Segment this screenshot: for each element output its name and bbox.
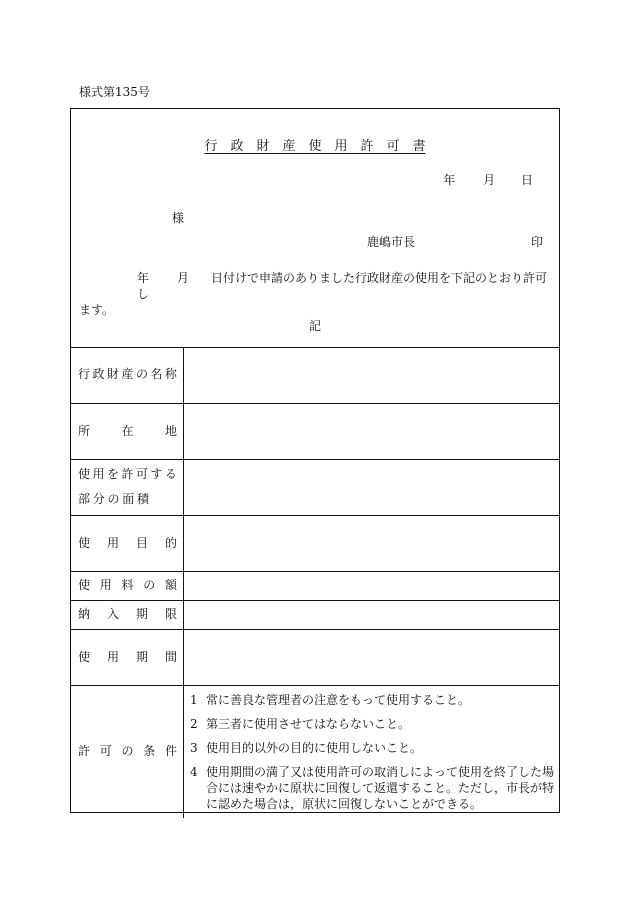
- label-char: 用: [106, 649, 119, 664]
- label-char: 件: [164, 744, 177, 758]
- row-label: [71, 600, 184, 629]
- row-label: [71, 571, 184, 600]
- condition-item: 3 使用目的以外の目的に使用しないこと。: [190, 740, 423, 755]
- label-char: 目: [135, 535, 148, 550]
- label-char: の: [135, 367, 148, 382]
- table-row: [71, 571, 559, 600]
- permit-form-frame: [70, 108, 560, 813]
- row-label: [71, 403, 184, 459]
- label-char: 納: [78, 607, 91, 621]
- conditions-label: [71, 685, 184, 818]
- condition-item: 2 第三者に使用させてはならないこと。: [190, 716, 411, 731]
- label-char: 財: [106, 367, 119, 382]
- issuer-name: 鹿嶋市長: [367, 235, 416, 249]
- conditions-list: [184, 685, 560, 818]
- label-char: 面: [122, 492, 135, 506]
- form-header: [71, 109, 559, 348]
- label-char: る: [164, 467, 177, 481]
- table-row: [71, 515, 559, 571]
- label-char: 積: [136, 492, 149, 506]
- permit-details-table: [71, 347, 559, 818]
- table-row: [71, 403, 559, 459]
- row-value: [184, 459, 560, 515]
- row-value: [184, 347, 560, 403]
- permit-statement: 年 月 日付けで申請のありました行政財産の使用を下記のとおり許可し ます。: [79, 271, 548, 317]
- label-char: 許: [121, 467, 134, 481]
- condition-item: 1 常に善良な管理者の注意をもって使用すること。: [190, 692, 471, 707]
- label-char: 間: [164, 649, 177, 664]
- row-value: [184, 403, 560, 459]
- label-char: 使: [78, 535, 91, 550]
- row-label: [71, 629, 184, 685]
- label-char: 許: [78, 744, 91, 758]
- label-char: 地: [164, 423, 177, 438]
- label-char: 用: [106, 535, 119, 550]
- label-char: 名: [150, 367, 163, 382]
- table-row: [71, 629, 559, 685]
- label-char: 入: [106, 607, 119, 621]
- label-char: 額: [164, 578, 177, 592]
- row-label: [71, 459, 184, 515]
- row-value: [184, 571, 560, 600]
- label-char: 料: [121, 578, 134, 592]
- label-char: 政: [92, 367, 105, 382]
- label-char: 称: [164, 367, 177, 382]
- row-label: [71, 515, 184, 571]
- label-char: 使: [78, 578, 91, 592]
- label-char: 使: [78, 467, 91, 481]
- label-char: 行: [78, 367, 91, 382]
- label-char: 期: [135, 607, 148, 621]
- label-char: の: [143, 578, 156, 592]
- label-char: の: [121, 744, 134, 758]
- table-row: [71, 459, 559, 515]
- label-char: 条: [143, 744, 156, 758]
- label-char: 限: [164, 607, 177, 621]
- label-char: 可: [99, 744, 112, 758]
- label-char: 的: [164, 535, 177, 550]
- conditions-row: [71, 685, 559, 818]
- label-char: 在: [121, 423, 134, 438]
- seal-mark: 印: [530, 235, 543, 249]
- form-title: 行 政 財 産 使 用 許 可 書: [204, 139, 426, 154]
- row-value: [184, 600, 560, 629]
- row-value: [184, 515, 560, 571]
- label-char: 分: [92, 492, 105, 506]
- label-char: 所: [78, 423, 91, 438]
- label-char: を: [106, 467, 119, 481]
- label-char: の: [107, 492, 120, 506]
- label-char: 産: [121, 367, 134, 382]
- label-char: 使: [78, 649, 91, 664]
- condition-item: 4 使用期間の満了又は使用許可の取消しによって使用を終了した場合には速やかに原状に回復して返還すること。ただし，市長が特に認めた場合は，原状に回復しないことができる。: [190, 764, 555, 811]
- label-char: す: [150, 467, 163, 481]
- row-label: [71, 347, 184, 403]
- label-char: 期: [135, 649, 148, 664]
- label-char: 用: [92, 467, 105, 481]
- addressee-suffix: 様: [172, 211, 185, 225]
- table-row: [71, 600, 559, 629]
- label-char: 用: [99, 578, 112, 592]
- ki-heading: 記: [308, 319, 321, 333]
- row-value: [184, 629, 560, 685]
- label-char: 可: [135, 467, 148, 481]
- form-number: 様式第135号: [79, 85, 150, 99]
- issue-date: 年 月 日: [443, 173, 533, 187]
- table-row: [71, 347, 559, 403]
- label-char: 部: [78, 492, 91, 506]
